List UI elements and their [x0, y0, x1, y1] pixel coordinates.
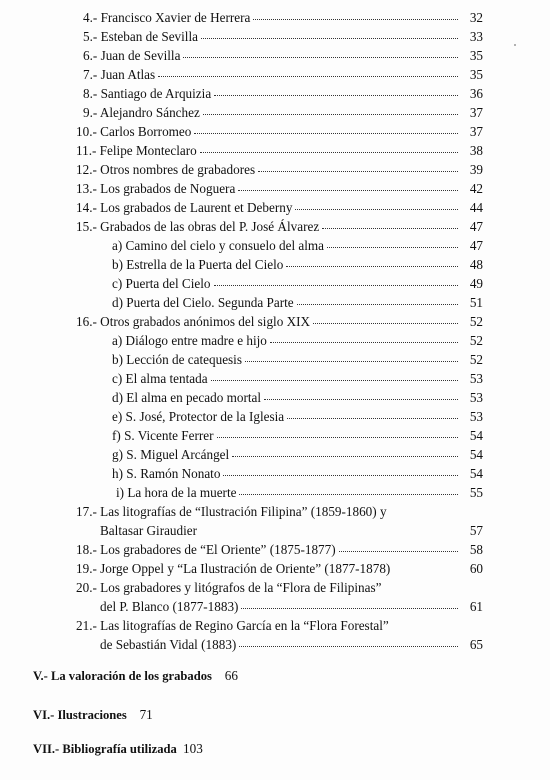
entry-label: h) S. Ramón Nonato: [112, 466, 221, 481]
entry-label: a) Diálogo entre madre e hijo: [112, 333, 267, 348]
entry-label: 12.- Otros nombres de grabadores: [76, 162, 256, 177]
toc-entry: [76, 143, 483, 159]
entry-label: 11.- Felipe Monteclaro: [76, 143, 197, 158]
entry-label: b) Estrella de la Puerta del Cielo: [112, 257, 284, 272]
entry-page: 60: [469, 561, 483, 576]
toc-entry: [76, 542, 483, 558]
dot-leader: [286, 266, 458, 267]
dot-leader: [258, 171, 458, 172]
toc-entry: [100, 599, 483, 615]
dot-leader: [327, 247, 458, 248]
toc-subentry: [112, 409, 483, 425]
toc-entry: [76, 124, 483, 140]
entry-label: 10.- Carlos Borromeo: [76, 124, 192, 139]
entry-page: 39: [469, 162, 483, 177]
dot-leader: [253, 19, 458, 20]
dot-leader: [223, 475, 458, 476]
entry-page: 53: [469, 371, 483, 386]
dot-leader: [194, 133, 458, 134]
dot-leader: [238, 190, 458, 191]
entry-label: 15.- Grabados de las obras del P. José Álvarez: [76, 219, 320, 234]
section-label: VII.- Bibliografía utilizada: [33, 742, 177, 756]
section-label: V.- La valoración de los grabados: [33, 669, 212, 683]
entry-page: 48: [469, 257, 483, 272]
entry-page: 47: [469, 238, 483, 253]
dot-leader: [239, 646, 458, 647]
entry-label: e) S. José, Protector de la Iglesia: [112, 409, 285, 424]
entry-label-line1: 21.- Las litografías de Regino García en la “Flora Forestal”: [76, 618, 389, 633]
dot-leader: [214, 285, 458, 286]
toc-subentry: [112, 390, 483, 406]
paper-speck: [514, 44, 516, 46]
entry-page: 52: [469, 352, 483, 367]
toc-section: [33, 668, 483, 684]
entry-page: 65: [469, 637, 483, 652]
dot-leader: [232, 456, 458, 457]
toc-entry: [76, 314, 483, 330]
toc-subentry: [112, 371, 483, 387]
entry-label: 13.- Los grabados de Noguera: [76, 181, 236, 196]
entry-label: 19.- Jorge Oppel y “La Ilustración de Oriente” (1877-1878): [76, 561, 391, 576]
dot-leader: [297, 304, 458, 305]
dot-leader: [211, 380, 458, 381]
toc-entry: [76, 181, 483, 197]
entry-label: c) El alma tentada: [112, 371, 208, 386]
entry-page: 52: [469, 314, 483, 329]
entry-page: 37: [469, 124, 483, 139]
entry-page: 33: [469, 29, 483, 44]
entry-page: 51: [469, 295, 483, 310]
toc-entry: [83, 10, 483, 26]
toc-entry: [83, 67, 483, 83]
entry-page: 42: [469, 181, 483, 196]
toc-entry: [76, 219, 483, 235]
toc-subentry: [116, 485, 483, 501]
dot-leader: [392, 573, 459, 574]
entry-page: 38: [469, 143, 483, 158]
entry-page: 53: [469, 390, 483, 405]
entry-page: 54: [469, 466, 483, 481]
dot-leader: [217, 437, 459, 438]
dot-leader: [264, 399, 458, 400]
entry-label: 4.- Francisco Xavier de Herrera: [83, 10, 251, 25]
toc-entry: [76, 561, 483, 577]
entry-label: c) Puerta del Cielo: [112, 276, 211, 291]
dot-leader: [339, 551, 458, 552]
dot-leader: [322, 228, 458, 229]
toc-subentry: [112, 276, 483, 292]
dot-leader: [270, 342, 458, 343]
toc-subentry: [112, 238, 483, 254]
toc-entry: [76, 162, 483, 178]
dot-leader: [241, 608, 458, 609]
toc-subentry: [112, 352, 483, 368]
entry-label-line1: 17.- Las litografías de “Ilustración Filipina” (1859-1860) y: [76, 504, 387, 519]
dot-leader: [214, 95, 458, 96]
toc-subentry: [112, 333, 483, 349]
dot-leader: [245, 361, 458, 362]
entry-page: 36: [469, 86, 483, 101]
entry-label: 9.- Alejandro Sánchez: [83, 105, 200, 120]
entry-page: 44: [469, 200, 483, 215]
toc-section: [33, 707, 483, 723]
entry-label: b) Lección de catequesis: [112, 352, 242, 367]
entry-label: g) S. Miguel Arcángel: [112, 447, 230, 462]
entry-label: f) S. Vicente Ferrer: [112, 428, 214, 443]
toc-entry: [100, 637, 483, 653]
entry-label-line1: 20.- Los grabadores y litógrafos de la “Flora de Filipinas”: [76, 580, 382, 595]
entry-page: 54: [469, 428, 483, 443]
entry-label: 8.- Santiago de Arquizia: [83, 86, 212, 101]
entry-page: 52: [469, 333, 483, 348]
toc-entry: [100, 523, 483, 539]
toc-subentry: [112, 466, 483, 482]
toc-subentry: [112, 257, 483, 273]
entry-label: Baltasar Giraudier: [100, 523, 198, 538]
entry-page: 54: [469, 447, 483, 462]
entry-label: a) Camino del cielo y consuelo del alma: [112, 238, 325, 253]
dot-leader: [200, 152, 458, 153]
dot-leader: [295, 209, 458, 210]
toc-entry: [83, 29, 483, 45]
entry-page: 58: [469, 542, 483, 557]
toc-entry: [76, 200, 483, 216]
entry-label: 6.- Juan de Sevilla: [83, 48, 181, 63]
dot-leader: [203, 114, 458, 115]
entry-label: d) Puerta del Cielo. Segunda Parte: [112, 295, 294, 310]
toc-entry: [83, 86, 483, 102]
entry-label: 14.- Los grabados de Laurent et Deberny: [76, 200, 293, 215]
entry-label: 7.- Juan Atlas: [83, 67, 156, 82]
entry-label: 18.- Los grabadores de “El Oriente” (1875-1877): [76, 542, 336, 557]
dot-leader: [200, 532, 458, 533]
toc-entry: [83, 48, 483, 64]
entry-page: 35: [469, 67, 483, 82]
toc-section: [33, 741, 483, 757]
dot-leader: [201, 38, 458, 39]
entry-label: del P. Blanco (1877-1883): [100, 599, 239, 614]
toc-subentry: [112, 447, 483, 463]
entry-page: 57: [469, 523, 483, 538]
entry-page: 37: [469, 105, 483, 120]
entry-label: d) El alma en pecado mortal: [112, 390, 262, 405]
dot-leader: [239, 494, 458, 495]
dot-leader: [313, 323, 458, 324]
toc-entry: [83, 105, 483, 121]
entry-page: 49: [469, 276, 483, 291]
section-label: VI.- Ilustraciones: [33, 708, 127, 722]
toc-subentry: [112, 295, 483, 311]
section-page: 71: [139, 707, 153, 722]
dot-leader: [183, 57, 458, 58]
entry-page: 55: [469, 485, 483, 500]
dot-leader: [287, 418, 458, 419]
entry-page: 32: [469, 10, 483, 25]
dot-leader: [158, 76, 458, 77]
entry-page: 61: [469, 599, 483, 614]
entry-page: 35: [469, 48, 483, 63]
section-page: 103: [183, 741, 203, 756]
section-page: 66: [224, 668, 238, 683]
entry-page: 53: [469, 409, 483, 424]
entry-label: de Sebastián Vidal (1883): [100, 637, 237, 652]
entry-label: 5.- Esteban de Sevilla: [83, 29, 198, 44]
entry-label: 16.- Otros grabados anónimos del siglo XIX: [76, 314, 311, 329]
entry-page: 47: [469, 219, 483, 234]
toc-subentry: [112, 428, 483, 444]
entry-label: i) La hora de la muerte: [116, 485, 237, 500]
